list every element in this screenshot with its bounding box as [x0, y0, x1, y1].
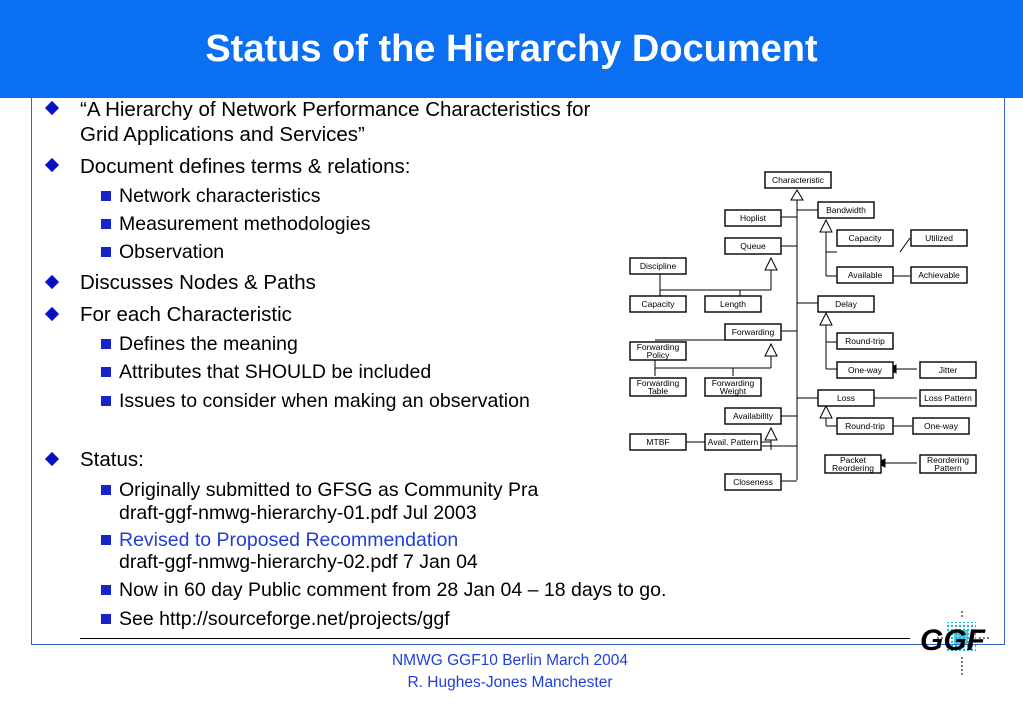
- node-forwarding-weight: Weight: [719, 386, 747, 396]
- hierarchy-diagram: [625, 170, 985, 500]
- footer-line-2: R. Hughes-Jones Manchester: [407, 674, 613, 691]
- node-round-trip-loss: Round-trip: [845, 421, 885, 431]
- sub-bullet-text: draft-ggf-nmwg-hierarchy-01.pdf Jul 2003: [119, 502, 477, 524]
- node-forwarding-weight: Forwarding: [711, 378, 755, 388]
- sub-bullet-text: See http://sourceforge.net/projects/ggf: [119, 608, 450, 630]
- square-bullet-icon: [101, 339, 111, 349]
- node-length: Length: [720, 299, 746, 309]
- node-utilized: Utilized: [925, 233, 953, 243]
- square-bullet-icon: [101, 367, 111, 377]
- sub-bullet-text-highlight: Revised to Proposed Recommendation: [119, 529, 459, 551]
- node-forwarding: Forwarding: [731, 327, 775, 337]
- bullet-text: “A Hierarchy of Network Performance Characteristics for: [80, 98, 591, 121]
- slide-title: Status of the Hierarchy Document: [205, 28, 818, 70]
- node-reordering-pattern: Pattern: [934, 463, 962, 473]
- square-bullet-icon: [101, 191, 111, 201]
- node-delay: Delay: [835, 299, 857, 309]
- square-bullet-icon: [101, 485, 111, 495]
- square-bullet-icon: [101, 247, 111, 257]
- node-round-trip: Round-trip: [845, 336, 885, 346]
- node-closeness: Closeness: [733, 477, 773, 487]
- sub-bullet-text: Attributes that SHOULD be included: [119, 361, 432, 383]
- node-avail-pattern: Avail. Pattern: [707, 437, 759, 447]
- sub-bullet-text: Measurement methodologies: [119, 213, 371, 235]
- node-loss-pattern: Loss Pattern: [924, 393, 972, 403]
- node-forwarding-table: Table: [647, 386, 669, 396]
- node-availability: Availability: [732, 411, 774, 421]
- node-loss: Loss: [837, 393, 855, 403]
- square-bullet-icon: [101, 535, 111, 545]
- bullet-text: Status:: [80, 448, 144, 471]
- node-queue: Queue: [740, 241, 766, 251]
- node-packet-reordering: Packet: [840, 455, 866, 465]
- square-bullet-icon: [101, 614, 111, 624]
- footer-line-1: NMWG GGF10 Berlin March 2004: [391, 652, 628, 669]
- node-characteristic: Characteristic: [772, 175, 824, 185]
- node-discipline: Discipline: [639, 261, 677, 271]
- sub-bullet-text: Originally submitted to GFSG as Community Pra: [119, 479, 539, 501]
- node-available: Available: [847, 270, 883, 280]
- node-achievable: Achievable: [918, 270, 960, 280]
- node-capacity-queue: Capacity: [641, 299, 675, 309]
- ggf-logo: [918, 600, 993, 680]
- sub-bullet-text: Defines the meaning: [119, 333, 298, 355]
- square-bullet-icon: [101, 396, 111, 406]
- node-packet-reordering: Reordering: [831, 463, 875, 473]
- sub-bullet-text: Now in 60 day Public comment from 28 Jan 04 – 18 days to go.: [119, 579, 667, 601]
- node-hoplist: Hoplist: [740, 213, 766, 223]
- sub-bullet-text: Network characteristics: [119, 185, 321, 207]
- node-forwarding-policy: Policy: [646, 350, 670, 360]
- square-bullet-icon: [101, 219, 111, 229]
- bullet-text: Discusses Nodes & Paths: [80, 271, 316, 294]
- logo-text: GGF: [920, 624, 985, 657]
- node-bandwidth: Bandwidth: [826, 205, 866, 215]
- node-forwarding-policy: Forwarding: [636, 342, 680, 352]
- node-capacity: Capacity: [848, 233, 882, 243]
- node-mtbf: MTBF: [646, 437, 670, 447]
- sub-bullet-text: Observation: [119, 241, 225, 263]
- bullet-text: Grid Applications and Services”: [80, 123, 365, 146]
- node-jitter: Jitter: [938, 365, 958, 375]
- bullet-text: Document defines terms & relations:: [80, 155, 411, 178]
- sub-bullet-text: Issues to consider when making an observation: [119, 390, 530, 412]
- bullet-text: For each Characteristic: [80, 303, 292, 326]
- footer-divider: [80, 638, 910, 639]
- node-forwarding-table: Forwarding: [636, 378, 680, 388]
- sub-bullet-text: draft-ggf-nmwg-hierarchy-02.pdf 7 Jan 04: [119, 551, 478, 573]
- square-bullet-icon: [101, 585, 111, 595]
- node-one-way-loss: One-way: [923, 421, 959, 431]
- node-reordering-pattern: Reordering: [926, 455, 970, 465]
- node-one-way: One-way: [847, 365, 883, 375]
